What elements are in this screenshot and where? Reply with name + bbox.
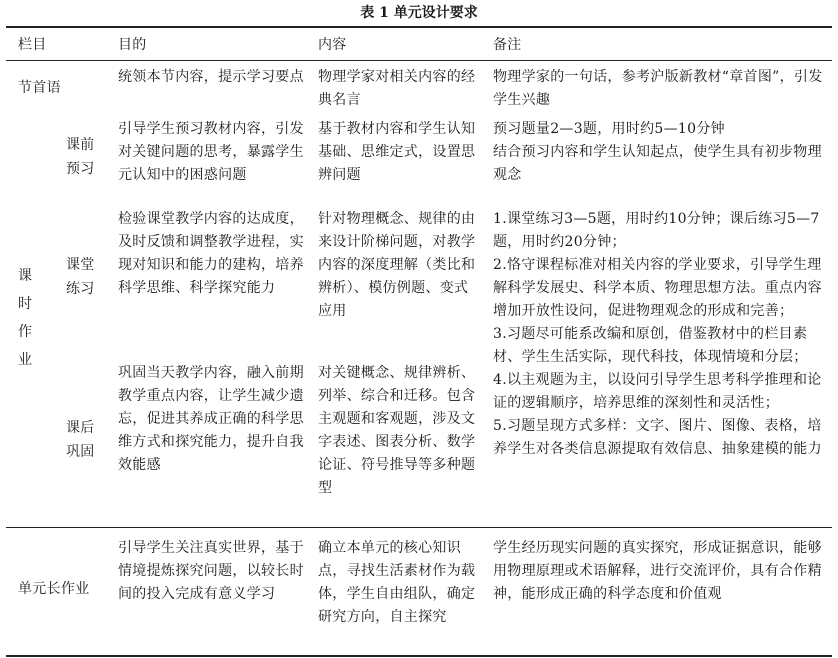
intro-content: 物理学家对相关内容的经典名言	[318, 69, 476, 108]
intro-remarks: 物理学家的一句话，参考沪版新教材“章首图”，引发学生兴趣	[493, 69, 823, 108]
after-class-purpose: 巩固当天教学内容，融入前期教学重点内容，让学生减少遗忘，促进其养成正确的科学思维方式和探究能力，提升自我效能感	[118, 365, 304, 473]
classroom-purpose: 检验课堂教学内容的达成度，及时反馈和调整教学进程，实现对知识和能力的建构，培养科学思维、科学探究能力	[118, 211, 304, 296]
long-term-purpose: 引导学生关注真实世界，基于情境提炼探究问题，以较长时间的投入完成有意义学习	[118, 540, 304, 602]
preview-remarks: 预习题量2—3题，用时约5—10分钟 结合预习内容和学生认知起点，使学生具有初步物理观念	[493, 121, 822, 183]
homework-group-text: 课时作业	[18, 268, 32, 368]
long-term-label: 单元长作业	[18, 581, 90, 597]
table-caption: 表 1 单元设计要求	[360, 5, 478, 21]
long-term-content: 确立本单元的核心知识点，寻找生活素材作为载体，学生自由组队，确定研究方向，自主探究	[318, 540, 476, 625]
intro-purpose: 统领本节内容，提示学习要点	[118, 69, 304, 85]
header-content: 内容	[318, 37, 347, 53]
preview-content: 基于教材内容和学生认知基础、思维定式，设置思辨问题	[318, 121, 476, 183]
header-column: 栏目	[18, 37, 47, 53]
header-rule	[6, 60, 832, 61]
classroom-content: 针对物理概念、规律的由来设计阶梯问题，对教学内容的深度理解（类比和辨析）、模仿例题、变式应用	[318, 211, 476, 319]
classroom-label: 课堂练习	[66, 257, 95, 297]
after-class-label: 课后巩固	[66, 420, 95, 460]
long-term-remarks: 学生经历现实问题的真实探究，形成证据意识，能够用物理原理或术语解释，进行交流评价，具有合作精神，能形成正确的科学态度和价值观	[493, 540, 822, 602]
shared-remarks: 1.课堂练习3—5题，用时约10分钟；课后练习5—7题，用时约20分钟； 2.恪守课程标准对相关内容的学业要求，引导学生理解科学发展史、科学本质、物理思想方法。重点内容增加开放性设问，促进物理观念的形成和完善； 3.习题尽可能系改编和原创，借鉴教材中的栏目素材、学生生活实际，现代科技，体现情境和分层； 4.以主观题为主，以设问引导学生思考科学推理和论证的逻辑顺序，培养思维的深刻性和灵活性； 5.习题呈现方式多样：文字、图片、图像、表格，培养学生对各类信息源提取有效信息、抽象建模的能力	[493, 211, 822, 457]
top-rule	[6, 26, 832, 28]
long-term-rule	[6, 527, 832, 528]
homework-group-label	[16, 262, 34, 374]
header-purpose: 目的	[118, 37, 147, 53]
intro-label: 节首语	[18, 80, 61, 96]
preview-purpose: 引导学生预习教材内容，引发对关键问题的思考，暴露学生元认知中的困惑问题	[118, 121, 304, 183]
bottom-rule	[6, 655, 832, 657]
header-remarks: 备注	[493, 37, 522, 53]
preview-label: 课前预习	[66, 137, 95, 177]
after-class-content: 对关键概念、规律辨析、列举、综合和迁移。包含主观题和客观题，涉及文字表述、图表分析、数学论证、符号推导等多种题型	[318, 365, 476, 496]
